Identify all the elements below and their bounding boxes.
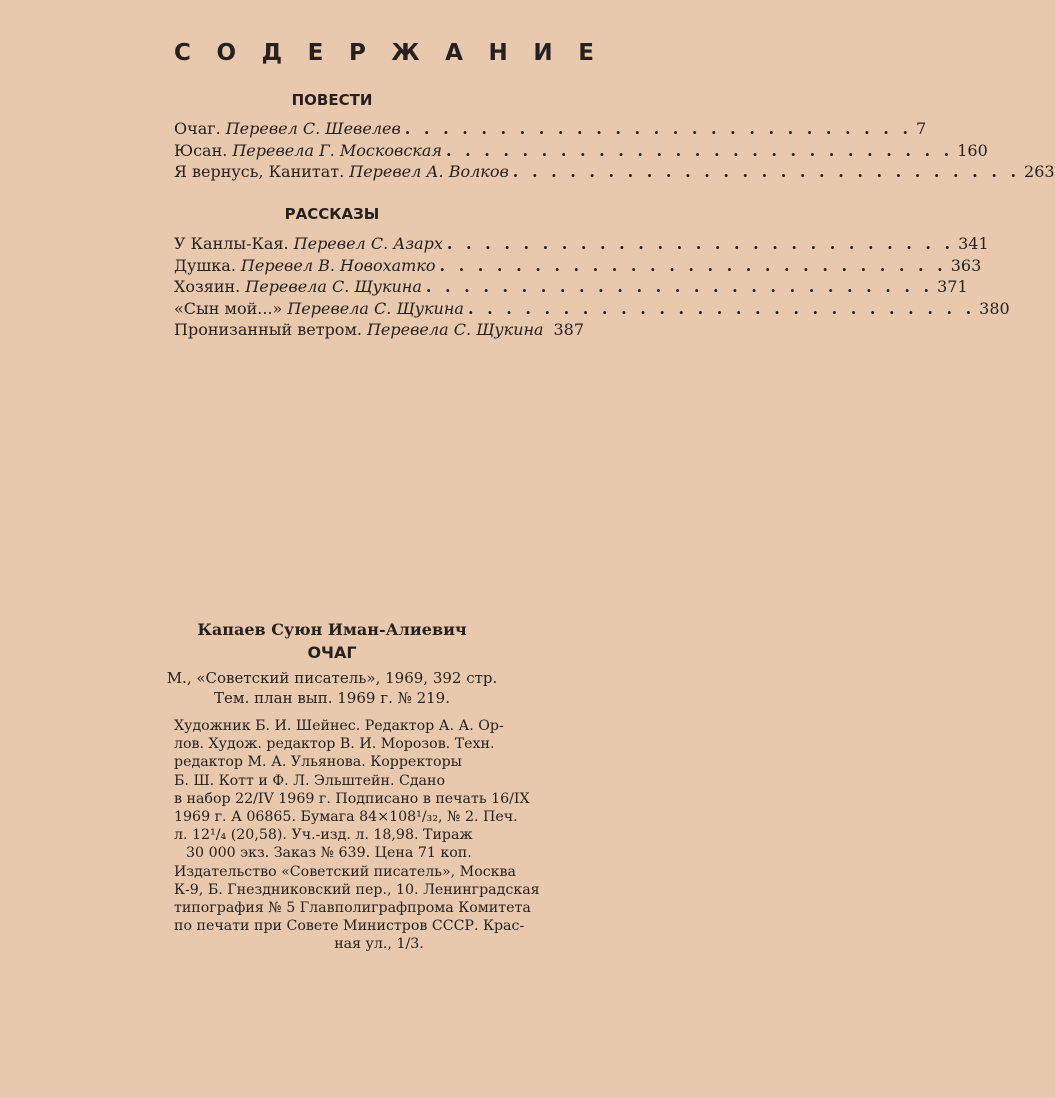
entry-title: У Канлы-Кая. — [174, 234, 289, 253]
heading-letter: Д — [261, 40, 283, 66]
credits-line: типография № 5 Главполиграфпрома Комитета — [174, 900, 531, 917]
entry-translator: Перевела С. Щукина — [366, 320, 544, 339]
heading-letter: С — [174, 40, 191, 66]
heading-letter: Р — [348, 40, 366, 66]
entry-page: 263 — [1024, 162, 1055, 181]
credits-line: К-9, Б. Гнездниковский пер., 10. Ленинградская — [174, 881, 540, 898]
credits-line: Б. Ш. Котт и Ф. Л. Эльштейн. Сдано — [174, 772, 446, 789]
toc-entry[interactable] — [174, 233, 989, 255]
toc-entry[interactable] — [174, 298, 1010, 320]
toc-entry[interactable] — [174, 276, 968, 298]
entry-page: 387 — [553, 320, 584, 339]
heading-letter: А — [445, 40, 463, 66]
section-title-novellas: ПОВЕСТИ — [291, 91, 373, 109]
entry-title: Юсан. — [174, 140, 228, 160]
entry-translator: Перевела С. Щукина — [287, 298, 464, 318]
section-title-stories: РАССКАЗЫ — [284, 205, 380, 223]
credits-line: Художник Б. И. Шейнес. Редактор А. А. Ор- — [174, 718, 504, 734]
dot-leader — [548, 319, 550, 341]
heading-letter: И — [533, 40, 553, 66]
toc-list-stories — [174, 233, 1010, 341]
credits-line: лов. Худож. редактор В. И. Морозов. Техн. — [174, 736, 495, 753]
dot-leader: . . . . . . . . . . . . . . . . . . . . . . . . . . . — [404, 119, 913, 138]
credits-line: л. 12¹/₄ (20,58). Уч.-изд. л. 18,98. Тираж — [174, 827, 473, 844]
plan-line: Тем. план вып. 1969 г. № 219. — [214, 689, 450, 707]
credits-line: Издательство «Советский писатель», Москва — [174, 863, 516, 880]
imprint-credits — [174, 717, 584, 954]
credits-line: 1969 г. А 06865. Бумага 84×108¹/₃₂, № 2. Печ. — [174, 809, 518, 826]
heading-letter: О — [216, 40, 237, 66]
toc-list-novellas — [174, 118, 1055, 183]
heading-letter: Ж — [391, 40, 420, 66]
entry-title: «Сын мой...» — [174, 298, 283, 318]
toc-entry[interactable] — [174, 255, 982, 277]
credits-line: ная ул., 1/3. — [334, 936, 424, 953]
credits-line: редактор М. А. Ульянова. Корректоры — [174, 754, 462, 771]
dot-leader: . . . . . . . . . . . . . . . . . . . . . . . . . . . — [512, 162, 1021, 181]
toc-entry[interactable] — [174, 161, 1055, 183]
entry-title: Хозяин. — [174, 277, 241, 296]
dot-leader: . . . . . . . . . . . . . . . . . . . . . . . . . . . — [425, 277, 934, 296]
imprint-book-title: ОЧАГ — [307, 643, 357, 662]
entry-title: Пронизанный ветром. — [174, 320, 362, 339]
credits-line: 30 000 экз. Заказ № 639. Цена 71 коп. — [186, 845, 472, 862]
heading-letter: Е — [307, 40, 324, 66]
publisher-line: М., «Советский писатель», 1969, 392 стр. — [166, 669, 498, 687]
entry-translator: Перевел А. Волков — [349, 162, 509, 181]
dot-leader: . . . . . . . . . . . . . . . . . . . . . . . . . . . — [445, 140, 954, 160]
credits-line: по печати при Совете Министров СССР. Крас- — [174, 918, 525, 935]
entry-title: Очаг. — [174, 119, 221, 138]
entry-title: Я вернусь, Канитат. — [174, 162, 345, 181]
entry-page: 160 — [957, 140, 988, 160]
entry-translator: Перевел В. Новохатко — [240, 255, 436, 275]
entry-translator: Перевела Г. Московская — [232, 140, 442, 160]
dot-leader: . . . . . . . . . . . . . . . . . . . . . . . . . . . — [446, 234, 955, 253]
dot-leader: . . . . . . . . . . . . . . . . . . . . . . . . . . . — [439, 255, 947, 275]
entry-page: 7 — [916, 119, 927, 138]
entry-page: 380 — [979, 298, 1010, 318]
entry-translator: Перевела С. Щукина — [245, 277, 422, 296]
contents-heading — [174, 40, 594, 66]
heading-letter: Е — [578, 40, 594, 66]
toc-entry[interactable] — [174, 118, 927, 140]
toc-entry[interactable] — [174, 140, 988, 162]
entry-translator: Перевел С. Азарх — [293, 234, 443, 253]
entry-translator: Перевел С. Шевелев — [225, 119, 401, 138]
credits-line: в набор 22/IV 1969 г. Подписано в печать 16/IX — [174, 790, 530, 807]
entry-page: 371 — [937, 277, 968, 296]
imprint-author: Капаев Суюн Иман-Алиевич — [197, 620, 467, 639]
entry-title: Душка. — [174, 255, 236, 275]
entry-page: 363 — [950, 255, 982, 275]
heading-letter: Н — [488, 40, 508, 66]
entry-page: 341 — [958, 234, 989, 253]
imprint-publication — [0, 668, 664, 708]
dot-leader: . . . . . . . . . . . . . . . . . . . . . . . . . . . — [467, 298, 976, 318]
toc-entry[interactable] — [174, 319, 584, 341]
